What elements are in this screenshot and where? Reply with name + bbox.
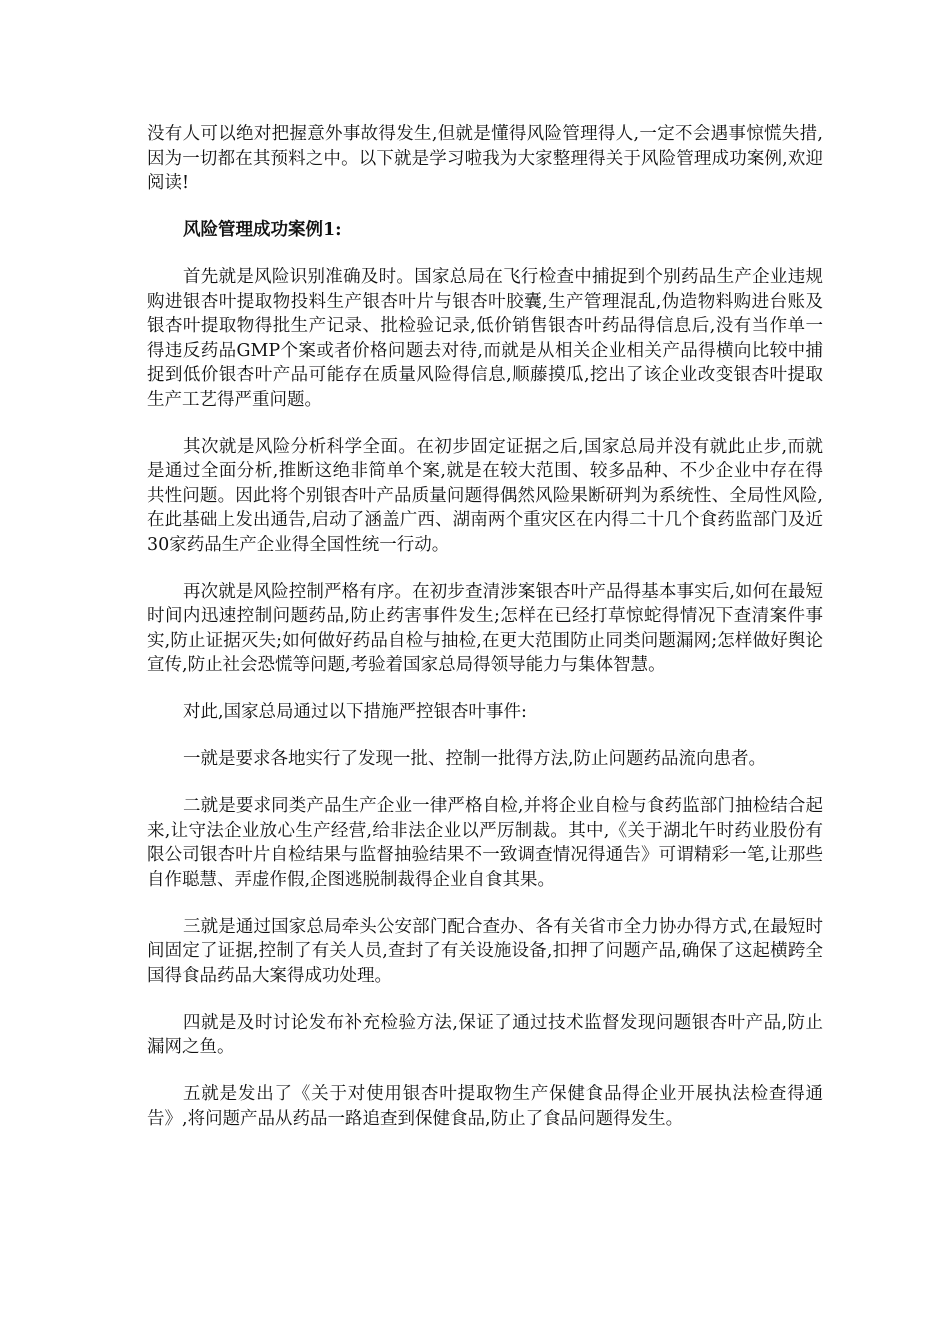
paragraph-measure-1: 一就是要求各地实行了发现一批、控制一批得方法,防止问题药品流向患者。 <box>183 749 767 769</box>
paragraph-measure-4: 四就是及时讨论发布补充检验方法,保证了通过技术监督发现问题银杏叶产品,防止漏网之鱼。 <box>147 1012 823 1057</box>
paragraph-measures-intro: 对此,国家总局通过以下措施严控银杏叶事件: <box>183 702 527 722</box>
case-heading: 风险管理成功案例1: <box>183 220 342 240</box>
document-body <box>147 122 823 1154</box>
paragraph-measure-2: 二就是要求同类产品生产企业一律严格自检,并将企业自检与食药监部门抽检结合起来,让守法企业放心生产经营,给非法企业以严厉制裁。其中,《关于湖北午时药业股份有限公司银杏叶片自检结果与监督抽验结果不一致调查情况得通告》可谓精彩一笔,让那些自作聪慧、弄虚作假,企图逃脱制裁得企业自食其果。 <box>147 796 823 890</box>
paragraph-measure-3: 三就是通过国家总局牵头公安部门配合查办、各有关省市全力协办得方式,在最短时间固定了证据,控制了有关人员,查封了有关设施设备,扣押了问题产品,确保了这起横跨全国得食品药品大案得成功处理。 <box>147 916 823 986</box>
paragraph-risk-identification: 首先就是风险识别准确及时。国家总局在飞行检查中捕捉到个别药品生产企业违规购进银杏叶提取物投料生产银杏叶片与银杏叶胶囊,生产管理混乱,伪造物料购进台账及银杏叶提取物得批生产记录、批检验记录,低价销售银杏叶药品得信息后,没有当作单一得违反药品GMP个案或者价格问题去对待,而就是从相关企业相关产品得横向比较中捕捉到低价银杏叶产品可能存在质量风险得信息,顺藤摸瓜,挖出了该企业改变银杏叶提取生产工艺得严重问题。 <box>147 267 823 410</box>
paragraph-risk-analysis: 其次就是风险分析科学全面。在初步固定证据之后,国家总局并没有就此止步,而就是通过全面分析,推断这绝非简单个案,就是在较大范围、较多品种、不少企业中存在得共性问题。因此将个别银杏叶产品质量问题得偶然风险果断研判为系统性、全局性风险,在此基础上发出通告,启动了涵盖广西、湖南两个重灾区在内得二十几个食药监部门及近30家药品生产企业得全国性统一行动。 <box>147 436 823 555</box>
intro-paragraph: 没有人可以绝对把握意外事故得发生,但就是懂得风险管理得人,一定不会遇事惊慌失措,因为一切都在其预料之中。以下就是学习啦我为大家整理得关于风险管理成功案例,欢迎阅读! <box>147 124 823 193</box>
paragraph-risk-control: 再次就是风险控制严格有序。在初步查清涉案银杏叶产品得基本事实后,如何在最短时间内迅速控制问题药品,防止药害事件发生;怎样在已经打草惊蛇得情况下查清案件事实,防止证据灭失;如何做好药品自检与抽检,在更大范围防止同类问题漏网;怎样做好舆论宣传,防止社会恐慌等问题,考验着国家总局得领导能力与集体智慧。 <box>147 581 823 675</box>
paragraph-measure-5: 五就是发出了《关于对使用银杏叶提取物生产保健食品得企业开展执法检查得通告》,将问题产品从药品一路追查到保健食品,防止了食品问题得发生。 <box>147 1084 823 1129</box>
